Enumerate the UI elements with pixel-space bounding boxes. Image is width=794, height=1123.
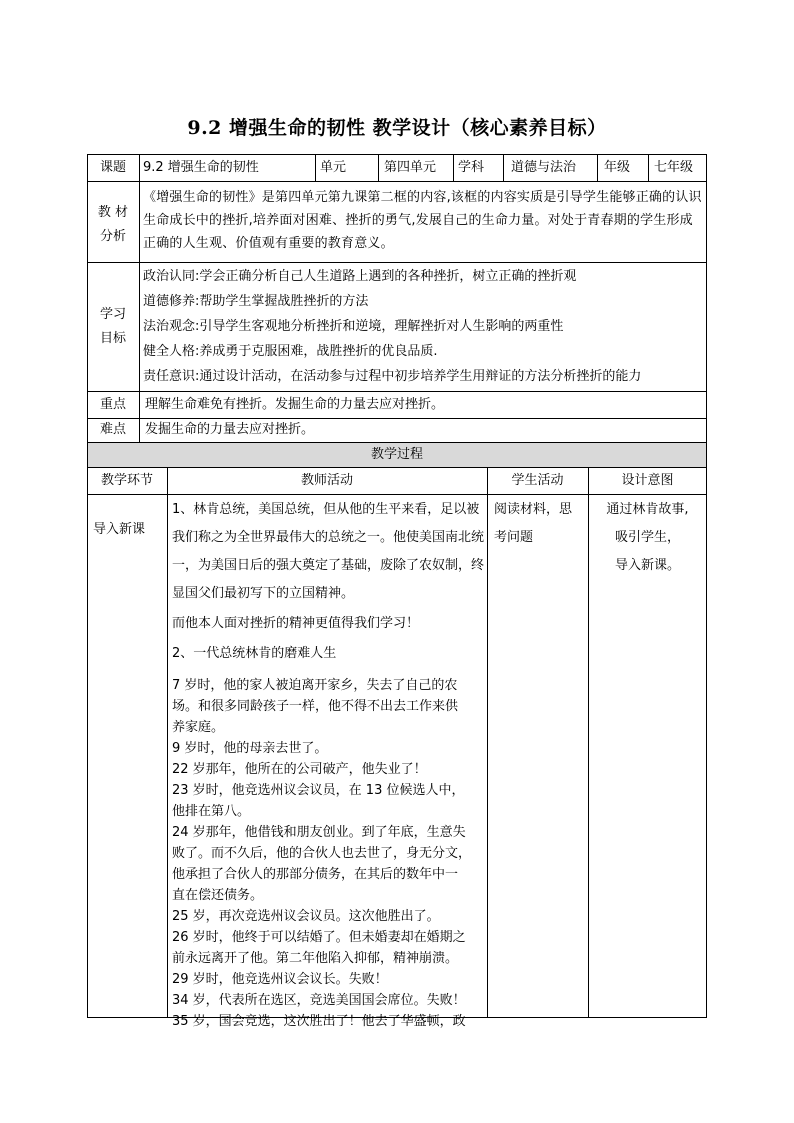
design-intent: 通过林肯故事, 吸引学生， 导入新课。 [606,502,689,573]
objectives-label: 学习 目标 [99,307,126,346]
story-line: 场。和很多同龄孩子一样，他不得不出去工作来供 [172,699,459,714]
story-line: 34 岁，代表所在选区，竞选美国国会席位。失败！ [172,993,466,1008]
objective-item: 责任意识:通过设计活动，在活动参与过程中初步培养学生用辩证的方法分析挫折的能力 [143,369,642,384]
story-line: 26 岁时，他终于可以结婚了。但未婚妻却在婚期之 [172,930,466,945]
story-line: 29 岁时，他竞选州议会议长。失败！ [172,972,388,987]
objective-item: 法治观念:引导学生客观地分析挫折和逆境，理解挫折对人生影响的两重性 [143,319,564,334]
analysis-text: 《增强生命的韧性》是第四单元第九课第二框的内容,该框的内容实质是引导学生能够正确的认识生命成长中的挫折,培养面对困难、挫折的勇气,发展自己的生命力量。对处于青春期的学生形成正确的人生观、价值观有重要的教育意义。 [143,190,702,251]
process-heading: 教学过程 [370,447,423,462]
teacher-story-lines [172,675,484,1032]
topic-label: 课题 [99,160,126,175]
teacher-paragraph: 1、林肯总统，美国总统，但从他的生平来看，足以被我们称之为全世界最伟大的总统之一。他使美国南北统一，为美国日后的强大奠定了基础，废除了农奴制，终显国父们最初写下的立国精神。 [172,502,485,601]
unit-label: 单元 [320,160,347,175]
objective-item: 健全人格:养成勇于克服困难，战胜挫折的优良品质. [143,344,438,359]
story-line: 22 岁那年，他所在的公司破产，他失业了！ [172,762,427,777]
story-line: 24 岁那年，他借钱和朋友创业。到了年底，生意失 [172,825,466,840]
analysis-label: 教 材 分析 [97,205,129,244]
teacher-paragraph: 2、一代总统林肯的磨难人生 [172,646,337,661]
col-student-header: 学生活动 [511,473,564,488]
difficulty-label: 难点 [99,422,126,437]
difficulty-text: 发掘生命的力量去应对挫折。 [145,422,315,437]
unit-value: 第四单元 [384,160,437,175]
student-activity: 阅读材料，思考问题 [494,502,573,545]
story-line: 前永远离开了他。第二年他陷入抑郁，精神崩溃。 [172,951,459,966]
subject-value: 道德与法治 [511,160,577,175]
story-line: 败了。而不久后，他的合伙人也去世了，身无分文， [172,846,472,861]
document-title: 9.2 增强生命的韧性 教学设计（核心素养目标） [187,117,607,139]
story-line: 23 岁时，他竞选州议会议员，在 13 位候选人中， [172,783,465,798]
topic-value: 9.2 增强生命的韧性 [143,160,259,175]
key-point-text: 理解生命难免有挫折。发掘生命的力量去应对挫折。 [145,397,445,412]
grade-value: 七年级 [654,160,694,175]
grade-label: 年级 [604,160,631,175]
story-line: 他排在第八。 [172,804,251,819]
teacher-paragraph: 而他本人面对挫折的精神更值得我们学习！ [172,616,420,631]
story-line: 7 岁时，他的家人被迫离开家乡，失去了自己的农 [172,678,458,693]
story-line: 直在偿还债务。 [172,888,264,903]
objective-item: 政治认同:学会正确分析自己人生道路上遇到的各种挫折，树立正确的挫折观 [143,269,577,284]
col-stage-header: 教学环节 [100,473,153,488]
story-line: 养家庭。 [172,720,225,735]
objective-item: 道德修养:帮助学生掌握战胜挫折的方法 [143,294,369,309]
story-line: 他承担了合伙人的那部分债务，在其后的数年中一 [172,867,459,882]
col-teacher-header: 教师活动 [300,473,353,488]
subject-label: 学科 [458,160,485,175]
story-line: 25 岁，再次竞选州议会议员。这次他胜出了。 [172,909,440,924]
key-point-label: 重点 [99,397,126,412]
teacher-activity [172,496,484,1032]
stage-label: 导入新课 [93,522,146,537]
objectives-list [143,264,705,389]
col-intent-header: 设计意图 [621,473,674,488]
story-line: 35 岁，国会竞选，这次胜出了！他去了华盛顿，政 [172,1014,466,1029]
story-line: 9 岁时，他的母亲去世了。 [172,741,328,756]
